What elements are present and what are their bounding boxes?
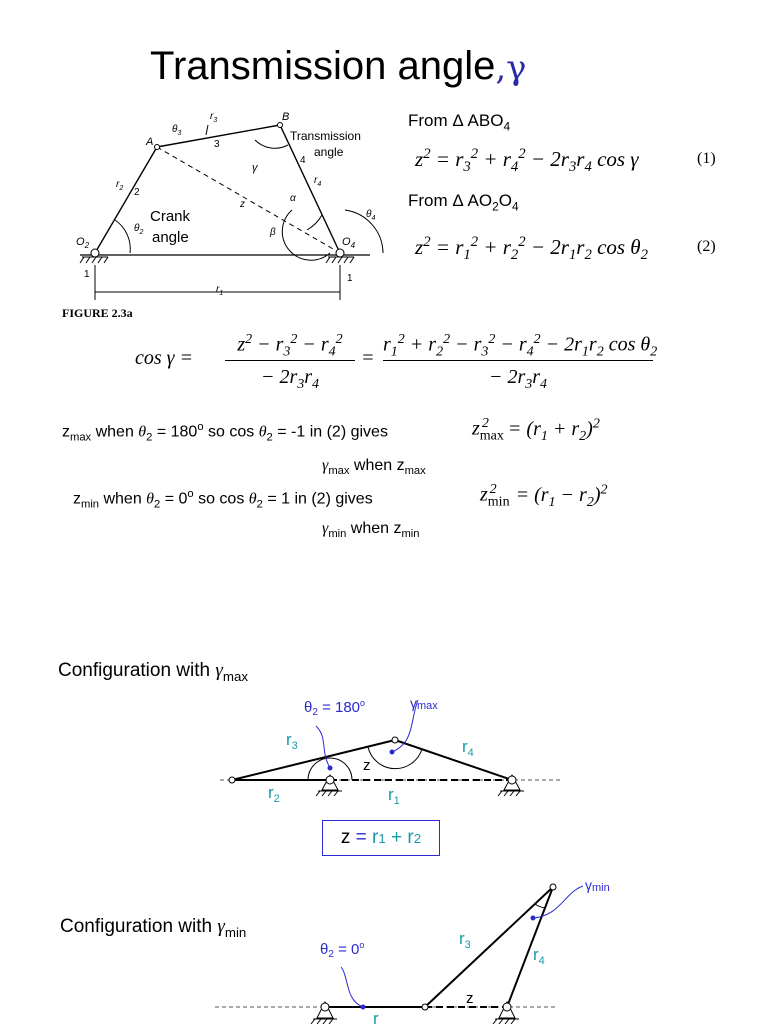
from-triangle-abo4: From Δ $ABO_4$ [408, 111, 511, 134]
label-gamma: γ [252, 162, 258, 174]
equation-1-number: (1) [697, 150, 716, 167]
label-link1: 1 [84, 269, 90, 280]
label-link2: 2 [134, 187, 140, 198]
label-link1b: 1 [347, 273, 353, 284]
label-theta2: $\theta_2$ [134, 223, 144, 236]
zmax-equation: $z_{max}^2 = (r_1 + r_2)^2$ [472, 416, 600, 444]
z-min-label: z [466, 990, 474, 1007]
label-A: A [146, 136, 154, 148]
label-B: B [282, 111, 290, 123]
label-beta: β [270, 227, 276, 238]
r3-label: $r_3$ [286, 730, 298, 752]
page-title: Transmission angle,γ [150, 44, 527, 88]
label-transmission: Transmission [290, 129, 361, 143]
figure-caption: FIGURE 2.3a [62, 306, 133, 320]
label-crank-angle: angle [152, 229, 189, 246]
config-max-heading: Configuration with $\gamma_{max}$ [58, 660, 248, 684]
equation-2-number: (2) [697, 238, 716, 255]
label-link3: 3 [214, 139, 220, 150]
label-z: z [240, 199, 245, 210]
r3-min-label: $r_3$ [459, 929, 471, 951]
zmax-condition: $z_{max}$ when $\theta_2 = 180^o$ so $\cos \theta_2 = -1$ in (2) gives [62, 421, 388, 444]
label-O2: $O_2$ [76, 236, 90, 250]
theta2-0-label: $\theta_2 = 0^o$ [320, 940, 365, 960]
gamma-min-condition: $\gamma_{min}$ when $z_{min}$ [322, 520, 420, 541]
label-alpha: α [290, 193, 296, 204]
label-link4: 4 [300, 155, 306, 166]
equation-2: $z^2 = r_1^2 + r_2^2 - 2r_1r_2$ $\cos \theta_2$ [415, 234, 648, 264]
gamma-max-condition: $\gamma_{max}$ when $z_{max}$ [322, 457, 426, 478]
label-crank: Crank [150, 208, 191, 225]
label-theta3: $\theta_3$ [172, 124, 182, 137]
label-transmission-angle: angle [314, 145, 344, 159]
from-triangle-ao2o4: From Δ $AO_2O_4$ [408, 191, 519, 214]
theta2-180-label: $\theta_2 = 180^o$ [304, 698, 366, 718]
label-r4: $r_4$ [314, 175, 322, 188]
r4-label: $r_4$ [462, 737, 474, 759]
label-theta4: $\theta_4$ [366, 209, 376, 222]
gamma-min-configuration-diagram [215, 872, 615, 1024]
gamma-max-configuration-diagram [220, 690, 560, 810]
r4-min-label: $r_4$ [533, 945, 545, 967]
r2-label: $r_2$ [268, 783, 280, 805]
zmin-condition: $z_{min}$ when $\theta_2 = 0^o$ so $\cos \theta_2 = 1$ in (2) gives [73, 488, 373, 511]
label-O4: $O_4$ [342, 236, 356, 250]
link-r2 [95, 147, 157, 253]
z-label: z [363, 757, 371, 774]
config-min-heading: Configuration with $\gamma_{min}$ [60, 916, 247, 940]
r2-min-label: r [373, 1009, 379, 1024]
equation-1: $z^2 = r_3^2 + r_4^2 - 2r_3r_4$ cos γ [415, 146, 639, 176]
zmin-equation: $z_{min}^2 = (r_1 - r_2)^2$ [480, 482, 608, 510]
gamma-min-label: γmin [585, 877, 610, 894]
gamma-max-label: γmax [410, 695, 438, 712]
r1-label: $r_1$ [388, 785, 400, 807]
label-r3: $r_3$ [210, 111, 218, 124]
label-r1: $r_1$ [216, 284, 224, 297]
label-r2: $r_2$ [116, 179, 124, 192]
fourbar-linkage-figure [60, 105, 400, 305]
z-equals-r1-plus-r2-box: z = r 1 + r 2 [322, 820, 440, 856]
